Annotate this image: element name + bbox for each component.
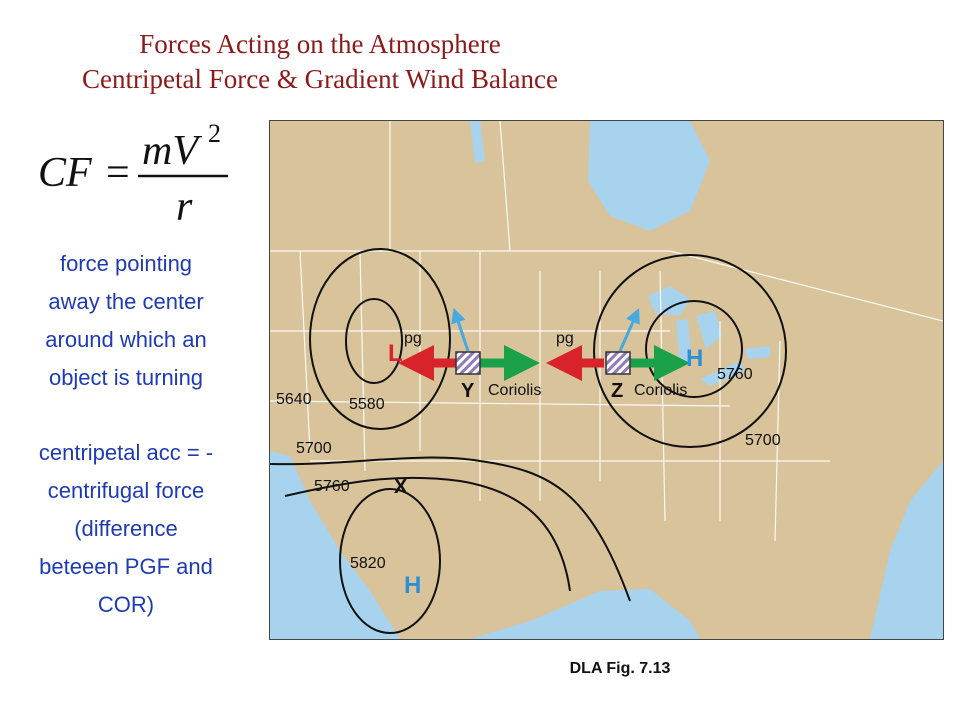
contour-label: 5760 xyxy=(314,478,350,495)
relation-text xyxy=(0,434,252,624)
low-pressure-label: L xyxy=(388,340,403,367)
formula-denominator: r xyxy=(176,184,193,230)
point-label-y: Y xyxy=(461,380,475,402)
contour-label: 5760 xyxy=(717,366,753,383)
formula-exponent: 2 xyxy=(208,120,221,148)
relation-line: centrifugal force xyxy=(47,478,205,503)
coriolis-label: Coriolis xyxy=(488,382,542,399)
pressure-gradient-label: pg xyxy=(556,330,574,347)
air-parcel-z xyxy=(606,352,630,374)
point-label-x: X xyxy=(394,476,408,498)
definition-line: around which an xyxy=(45,327,207,352)
definition-line: away the center xyxy=(48,289,204,314)
weather-map xyxy=(269,120,944,640)
weather-map-canvas xyxy=(270,121,943,639)
air-parcel-y xyxy=(456,352,480,374)
centripetal-force-formula xyxy=(30,120,260,230)
contour-label: 5700 xyxy=(745,432,781,449)
relation-line: beteeen PGF and xyxy=(39,554,213,579)
contour-label: 5580 xyxy=(349,396,385,413)
definition-line: force pointing xyxy=(59,251,193,276)
formula-equals: = xyxy=(106,150,130,196)
coriolis-label: Coriolis xyxy=(634,382,688,399)
contour-label: 5700 xyxy=(296,440,332,457)
formula-numerator: mV xyxy=(142,128,198,174)
slide-title-line-2: Centripetal Force & Gradient Wind Balance xyxy=(81,64,558,94)
pressure-gradient-label: pg xyxy=(404,330,422,347)
definition-text xyxy=(0,245,252,397)
relation-line: centripetal acc = - xyxy=(38,440,214,465)
formula-lhs: CF xyxy=(38,150,92,196)
point-label-z: Z xyxy=(611,380,624,402)
relation-line: (difference xyxy=(74,516,178,541)
high-pressure-label: H xyxy=(404,572,422,599)
contour-label: 5640 xyxy=(276,391,312,408)
relation-line: COR) xyxy=(97,592,155,617)
high-pressure-label: H xyxy=(686,345,704,372)
contour-label: 5820 xyxy=(350,555,386,572)
figure-caption: DLA Fig. 7.13 xyxy=(569,660,671,677)
definition-line: object is turning xyxy=(48,365,204,390)
slide-title-line-1: Forces Acting on the Atmosphere xyxy=(139,29,501,59)
